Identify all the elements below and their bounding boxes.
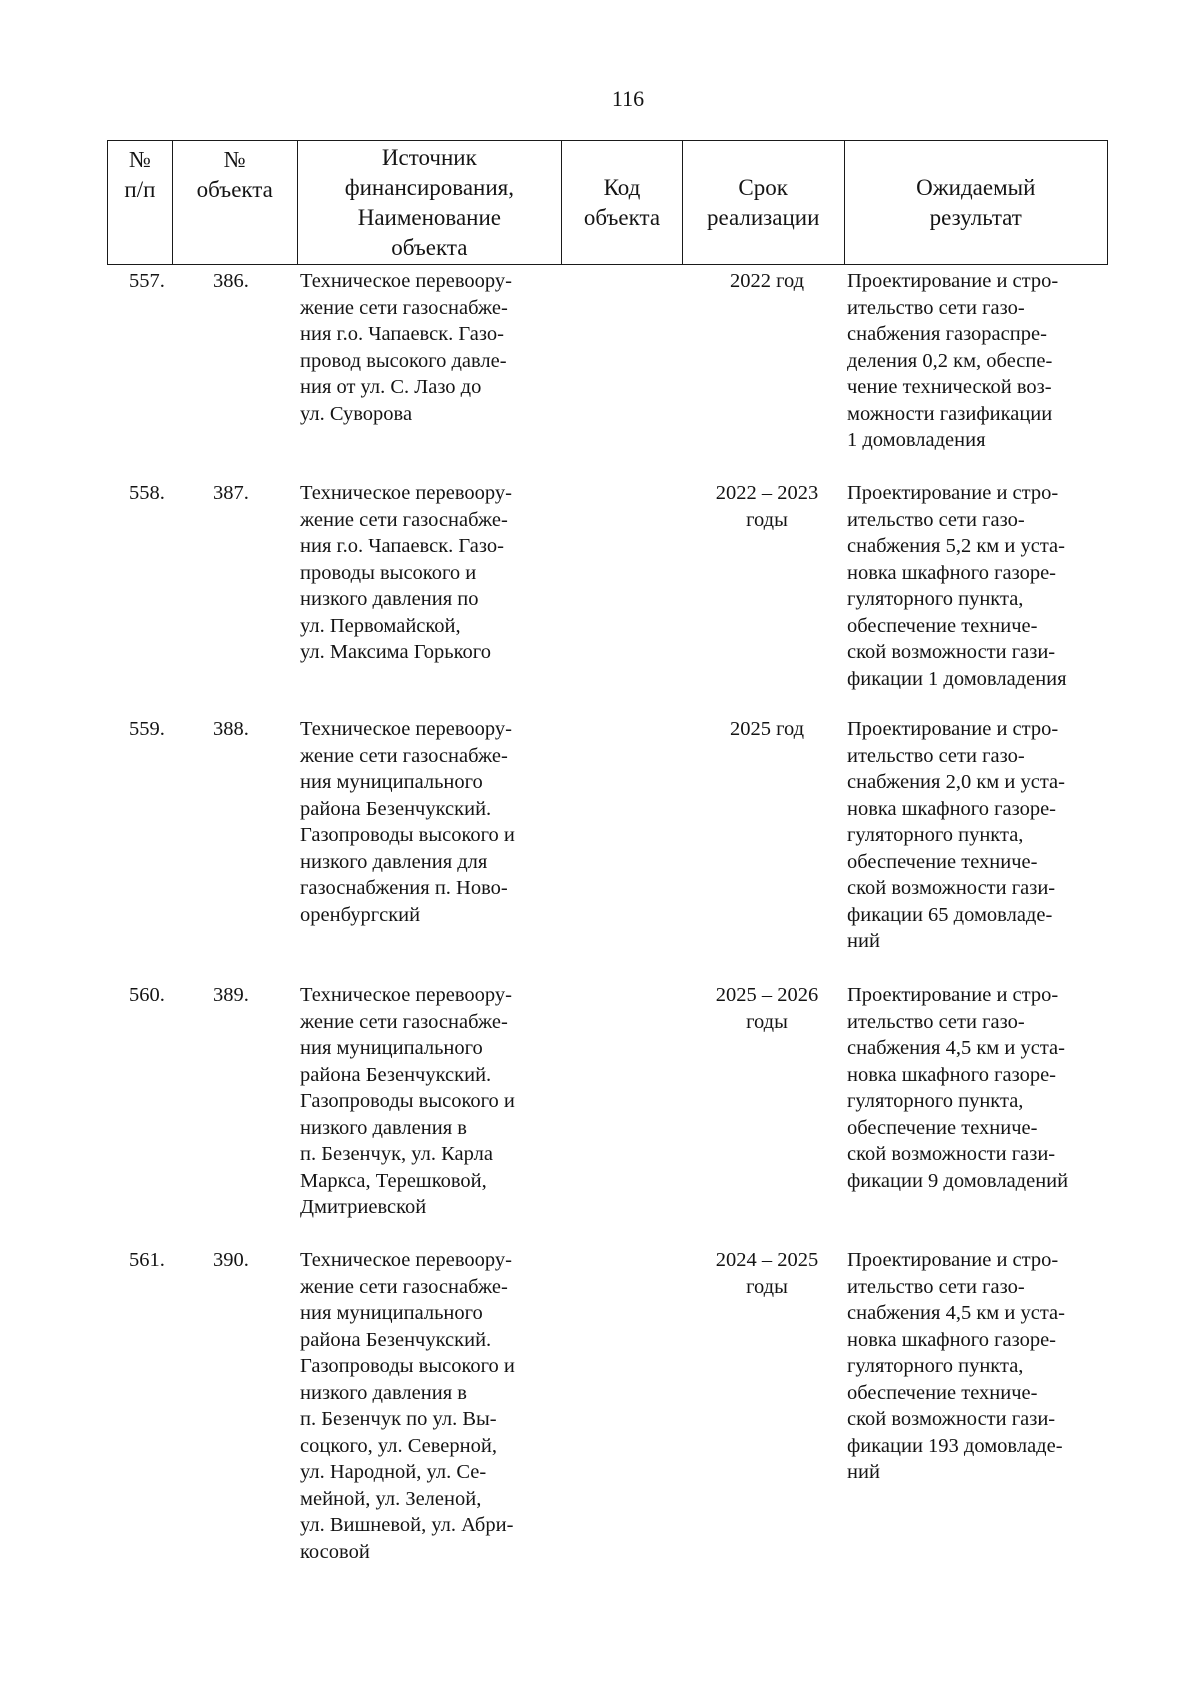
- header-object-number: № объекта: [173, 141, 298, 264]
- row-number: 558.: [129, 482, 165, 504]
- row-number: 561.: [129, 1249, 165, 1271]
- expected-result: Проектирование и стро- ительство сети газо- снабжения 4,5 км и уста- новка шкафного газоре- гуляторного пункта, обеспечение техниче- ской возможности гази- фикации 193 домовладе- ний: [847, 1249, 1065, 1483]
- implementation-term: 2025 год: [729, 718, 805, 740]
- header-term: Срок реализации: [683, 141, 845, 264]
- expected-result: Проектирование и стро- ительство сети газо- снабжения газораспре- деления 0,2 км, обеспе- чение технической воз- можности газификации 1 домовладения: [847, 270, 1059, 451]
- expected-result: Проектирование и стро- ительство сети газо- снабжения 2,0 км и уста- новка шкафного газоре- гуляторного пункта, обеспечение техниче- ской возможности гази- фикации 65 домовладе- ний: [847, 718, 1065, 952]
- object-name: Техническое перевоору- жение сети газоснабже- ния г.о. Чапаевск. Газо- проводы высокого и низкого давления по ул. Первомайской, ул. Максима Горького: [300, 482, 512, 663]
- object-number: 388.: [213, 718, 249, 740]
- header-object-code: Код объекта: [562, 141, 683, 264]
- object-number: 387.: [213, 482, 249, 504]
- header-expected-result: Ожидаемый результат: [916, 174, 1036, 230]
- table-header: [107, 140, 1108, 265]
- object-number: 390.: [213, 1249, 249, 1271]
- implementation-term: 2022 – 2023 годы: [715, 482, 819, 531]
- object-name: Техническое перевоору- жение сети газоснабже- ния г.о. Чапаевск. Газо- провод высокого давле- ния от ул. С. Лазо до ул. Суворова: [300, 270, 512, 425]
- page-number: 116: [611, 86, 645, 111]
- implementation-term: 2022 год: [729, 270, 805, 292]
- implementation-term: 2025 – 2026 годы: [715, 984, 819, 1033]
- object-name: Техническое перевоору- жение сети газоснабже- ния муниципального района Безенчукский. Газопроводы высокого и низкого давления в п. Безенчук, ул. Карла Маркса, Терешковой, Дмитриевской: [300, 984, 515, 1218]
- expected-result: Проектирование и стро- ительство сети газо- снабжения 5,2 км и уста- новка шкафного газоре- гуляторного пункта, обеспечение техниче- ской возможности гази- фикации 1 домовладения: [847, 482, 1067, 690]
- row-number: 560.: [129, 984, 165, 1006]
- row-number: 559.: [129, 718, 165, 740]
- object-name: Техническое перевоору- жение сети газоснабже- ния муниципального района Безенчукский. Газопроводы высокого и низкого давления для газоснабжения п. Ново- оренбургский: [300, 718, 515, 926]
- object-number: 386.: [213, 270, 249, 292]
- implementation-term: 2024 – 2025 годы: [715, 1249, 819, 1298]
- expected-result: Проектирование и стро- ительство сети газо- снабжения 4,5 км и уста- новка шкафного газоре- гуляторного пункта, обеспечение техниче- ской возможности гази- фикации 9 домовладений: [847, 984, 1069, 1192]
- object-number: 389.: [213, 984, 249, 1006]
- row-number: 557.: [129, 270, 165, 292]
- header-row-number: № п/п: [108, 141, 173, 264]
- header-financing-source: Источник финансирования, Наименование объекта: [298, 141, 562, 264]
- object-name: Техническое перевоору- жение сети газоснабже- ния муниципального района Безенчукский. Газопроводы высокого и низкого давления в п. Безенчук по ул. Вы- соцкого, ул. Северной, ул. Народной, ул. Се- мейной, ул. Зеленой, ул. Вишневой, ул. Абри- косовой: [300, 1249, 515, 1563]
